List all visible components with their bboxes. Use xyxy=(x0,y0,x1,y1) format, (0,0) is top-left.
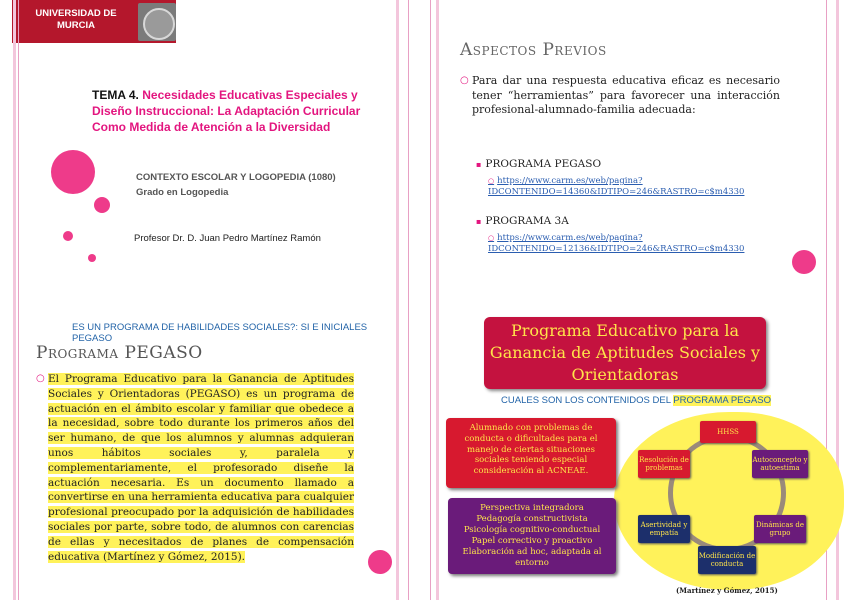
node-autoconcepto: Autoconcepto y autoestima xyxy=(752,450,808,478)
node-hhss: HHSS xyxy=(700,421,756,443)
divider xyxy=(826,0,827,300)
contents-subtitle: CUALES SON LOS CONTENIDOS DEL PROGRAMA PEGASO xyxy=(501,395,771,406)
slide-contenidos xyxy=(424,300,848,600)
seal-icon xyxy=(138,3,176,41)
citation: (Martínez y Gómez, 2015) xyxy=(676,586,778,595)
divider xyxy=(396,300,399,600)
program-item: ▪ PROGRAMA 3A xyxy=(476,215,569,227)
bullet-circle-icon: ○ xyxy=(36,373,45,384)
node-resolucion: Resolución de problemas xyxy=(638,450,690,478)
node-dinamicas: Dinámicas de grupo xyxy=(754,515,806,543)
course-name: CONTEXTO ESCOLAR Y LOGOPEDIA (1080) xyxy=(136,172,336,183)
program-banner: Programa Educativo para la Ganancia de Aptitudes Sociales y Orientadoras xyxy=(484,317,766,389)
professor-name: Profesor Dr. D. Juan Pedro Martínez Ramón xyxy=(134,233,321,244)
divider xyxy=(18,300,19,600)
decorative-circle xyxy=(368,550,392,574)
university-logo xyxy=(12,0,176,43)
slide-aspectos-previos xyxy=(424,0,848,300)
lesson-title xyxy=(92,87,382,135)
node-modificacion: Modificación de conducta xyxy=(698,546,756,574)
lesson-number: TEMA 4. xyxy=(92,88,139,102)
bullet-square-icon: ▪ xyxy=(476,160,482,169)
decorative-circle xyxy=(792,250,816,274)
logo-line1: UNIVERSIDAD DE xyxy=(35,8,117,19)
decorative-circle xyxy=(63,231,73,241)
divider xyxy=(18,0,19,300)
program-item: ▪ PROGRAMA PEGASO xyxy=(476,158,602,170)
decorative-circle xyxy=(88,254,96,262)
program-link[interactable]: ○ https://www.carm.es/web/pagina?IDCONTENIDO=12136&IDTIPO=246&RASTRO=c$m4330 xyxy=(488,233,745,254)
divider xyxy=(408,0,409,300)
bullet-circle-icon: ○ xyxy=(488,234,495,242)
slide-question: ES UN PROGRAMA DE HABILIDADES SOCIALES?: SI E INICIALES PEGASO xyxy=(72,322,368,344)
divider xyxy=(13,300,16,600)
slide-heading: Aspectos Previos xyxy=(460,40,607,60)
divider xyxy=(836,0,839,300)
decorative-circle xyxy=(94,197,110,213)
node-asertividad: Asertividad y empatía xyxy=(638,515,690,543)
slide-title xyxy=(0,0,424,300)
logo-line2: MURCIA xyxy=(57,20,95,31)
bullet-circle-icon: ○ xyxy=(460,75,469,86)
divider xyxy=(408,300,409,600)
slide-heading: Programa PEGASO xyxy=(36,343,203,363)
bullet-square-icon: ▪ xyxy=(476,217,482,226)
divider xyxy=(430,300,431,600)
target-students-box: Alumnado con problemas de conducta o dificultades para el manejo de ciertas situaciones sociales teniendo especial consideración al ACNEAE. xyxy=(446,418,616,488)
principles-box: Perspectiva integradora Pedagogía constructivista Psicología cognitivo-conductual Papel correctivo y proactivo Elaboración ad hoc, adaptada al entorno xyxy=(448,498,616,574)
divider xyxy=(396,0,399,300)
program-link[interactable]: ○ https://www.carm.es/web/pagina?IDCONTENIDO=14360&IDTIPO=246&RASTRO=c$m4330 xyxy=(488,176,745,197)
divider xyxy=(436,300,439,600)
slide-programa-pegaso xyxy=(0,300,424,600)
course-info xyxy=(136,170,336,200)
decorative-circle xyxy=(51,150,95,194)
divider xyxy=(13,0,16,300)
divider xyxy=(430,0,431,300)
body-paragraph: ○ El Programa Educativo para la Ganancia de Aptitudes Sociales y Orientadoras (PEGASO) es un programa de actuación en el ámbito escolar y familiar que obedece a la necesidad, sobre todo durante los primeros años del ser humano, de que los alumnos y alumnas adquieran unos hábitos sociales y, paralela y complementariamente, el profesorado diseñe la actuación necesaria. Es un documento llamado a convertirse en una herramienta educativa para cualquier profesional preocupado por la adquisición de habilidades sociales por parte, sobre todo, de alumnos con carencias de ellas y necesitados de planes de compensación educativa (Martínez y Gómez, 2015). xyxy=(36,373,354,563)
bullet-circle-icon: ○ xyxy=(488,177,495,185)
degree-name: Grado en Logopedia xyxy=(136,187,229,198)
lesson-name: Necesidades Educativas Especiales y Diseño Instruccional: La Adaptación Curricular Como Medida de Atención a la Diversidad xyxy=(92,88,361,134)
divider xyxy=(436,0,439,300)
divider xyxy=(836,300,839,600)
intro-paragraph: ○ Para dar una respuesta educativa eficaz es necesario tener “herramientas” para favorecer una interacción profesional-alumnado-familia adecuada: xyxy=(460,74,780,116)
